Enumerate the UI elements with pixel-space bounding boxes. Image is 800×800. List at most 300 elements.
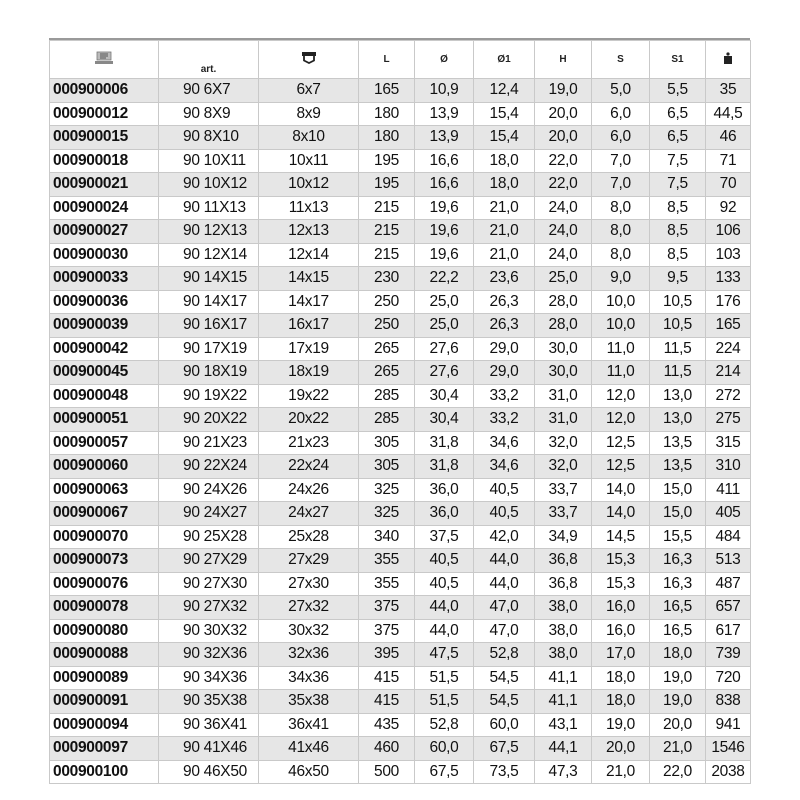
cell-H: 36,8 [535, 572, 592, 596]
cell-d: 25,0 [415, 314, 474, 338]
cell-code: 000900051 [50, 408, 159, 432]
table-row [50, 666, 751, 690]
cell-S1: 13,5 [650, 431, 706, 455]
cell-d: 16,6 [415, 149, 474, 173]
table-row [50, 690, 751, 714]
cell-d: 19,6 [415, 196, 474, 220]
cell-S1: 7,5 [650, 173, 706, 197]
cell-code: 000900091 [50, 690, 159, 714]
header-L-label: L [383, 54, 390, 65]
cell-d1: 23,6 [474, 267, 535, 291]
cell-S: 10,0 [592, 290, 650, 314]
cell-S: 16,0 [592, 596, 650, 620]
table-row [50, 596, 751, 620]
cell-art: 90 46X50 [159, 760, 259, 784]
cell-d: 13,9 [415, 102, 474, 126]
cell-H: 20,0 [535, 102, 592, 126]
cell-art: 90 24X27 [159, 502, 259, 526]
cell-L: 265 [359, 337, 415, 361]
cell-d: 37,5 [415, 525, 474, 549]
cell-S1: 10,5 [650, 314, 706, 338]
cell-art: 90 10X11 [159, 149, 259, 173]
table-row [50, 502, 751, 526]
cell-H: 43,1 [535, 713, 592, 737]
header-d1-label: Ø1 [497, 54, 511, 65]
cell-d: 52,8 [415, 713, 474, 737]
cell-S1: 13,0 [650, 384, 706, 408]
cell-weight: 106 [706, 220, 751, 244]
cell-S: 21,0 [592, 760, 650, 784]
cell-d: 51,5 [415, 690, 474, 714]
cell-art: 90 36X41 [159, 713, 259, 737]
table-row [50, 643, 751, 667]
cell-S1: 21,0 [650, 737, 706, 761]
cell-size: 34x36 [259, 666, 359, 690]
cell-L: 250 [359, 314, 415, 338]
cell-S: 6,0 [592, 102, 650, 126]
table-row [50, 149, 751, 173]
cell-S: 11,0 [592, 361, 650, 385]
cell-code: 000900073 [50, 549, 159, 573]
cell-size: 30x32 [259, 619, 359, 643]
cell-code: 000900021 [50, 173, 159, 197]
cell-d1: 33,2 [474, 408, 535, 432]
cell-S: 8,0 [592, 196, 650, 220]
header-size [259, 41, 359, 79]
cell-H: 28,0 [535, 314, 592, 338]
header-art [159, 41, 259, 79]
cell-art: 90 11X13 [159, 196, 259, 220]
cell-size: 8x9 [259, 102, 359, 126]
cell-d1: 60,0 [474, 713, 535, 737]
cell-S1: 11,5 [650, 361, 706, 385]
cell-art: 90 19X22 [159, 384, 259, 408]
cell-art: 90 16X17 [159, 314, 259, 338]
cell-weight: 2038 [706, 760, 751, 784]
cell-size: 18x19 [259, 361, 359, 385]
cell-weight: 315 [706, 431, 751, 455]
cell-d: 60,0 [415, 737, 474, 761]
header-L [359, 41, 415, 79]
cell-weight: 1546 [706, 737, 751, 761]
cell-S1: 7,5 [650, 149, 706, 173]
cell-d: 16,6 [415, 173, 474, 197]
cell-weight: 165 [706, 314, 751, 338]
cell-weight: 838 [706, 690, 751, 714]
cell-S1: 15,0 [650, 478, 706, 502]
cell-L: 500 [359, 760, 415, 784]
cell-size: 19x22 [259, 384, 359, 408]
cell-d: 30,4 [415, 408, 474, 432]
cell-code: 000900036 [50, 290, 159, 314]
cell-S: 12,0 [592, 408, 650, 432]
cell-S: 12,5 [592, 431, 650, 455]
cell-weight: 941 [706, 713, 751, 737]
cell-weight: 133 [706, 267, 751, 291]
cell-art: 90 41X46 [159, 737, 259, 761]
cell-S1: 5,5 [650, 79, 706, 103]
cell-H: 34,9 [535, 525, 592, 549]
cell-S1: 15,5 [650, 525, 706, 549]
cell-L: 325 [359, 478, 415, 502]
cell-H: 38,0 [535, 619, 592, 643]
cell-S: 14,0 [592, 502, 650, 526]
table-row [50, 220, 751, 244]
table-row [50, 102, 751, 126]
cell-d: 10,9 [415, 79, 474, 103]
cell-size: 12x13 [259, 220, 359, 244]
cell-size: 10x12 [259, 173, 359, 197]
cell-d: 40,5 [415, 549, 474, 573]
cell-code: 000900030 [50, 243, 159, 267]
header-art-label: art. [200, 64, 217, 75]
cell-H: 24,0 [535, 243, 592, 267]
header-code [50, 41, 159, 79]
cell-L: 265 [359, 361, 415, 385]
cell-d1: 47,0 [474, 596, 535, 620]
cell-code: 000900057 [50, 431, 159, 455]
cell-art: 90 6X7 [159, 79, 259, 103]
cell-d1: 26,3 [474, 314, 535, 338]
table-row [50, 549, 751, 573]
cell-d: 36,0 [415, 502, 474, 526]
cell-art: 90 35X38 [159, 690, 259, 714]
cell-L: 460 [359, 737, 415, 761]
header-row [50, 41, 751, 79]
cell-d: 25,0 [415, 290, 474, 314]
cell-code: 000900048 [50, 384, 159, 408]
cell-size: 14x17 [259, 290, 359, 314]
cell-L: 305 [359, 431, 415, 455]
cell-d: 27,6 [415, 337, 474, 361]
cell-art: 90 20X22 [159, 408, 259, 432]
cell-L: 395 [359, 643, 415, 667]
cell-L: 325 [359, 502, 415, 526]
cell-S1: 6,5 [650, 102, 706, 126]
cell-d1: 12,4 [474, 79, 535, 103]
cell-H: 47,3 [535, 760, 592, 784]
table-body [50, 79, 751, 784]
cell-size: 14x15 [259, 267, 359, 291]
cell-L: 215 [359, 243, 415, 267]
cell-art: 90 8X10 [159, 126, 259, 150]
cell-d1: 34,6 [474, 455, 535, 479]
cell-d: 31,8 [415, 431, 474, 455]
cell-H: 31,0 [535, 408, 592, 432]
cell-weight: 657 [706, 596, 751, 620]
cell-d1: 29,0 [474, 361, 535, 385]
cell-S: 16,0 [592, 619, 650, 643]
cell-S1: 16,5 [650, 619, 706, 643]
table-row [50, 314, 751, 338]
cell-L: 375 [359, 596, 415, 620]
spec-table [49, 40, 751, 784]
cell-code: 000900018 [50, 149, 159, 173]
cell-art: 90 25X28 [159, 525, 259, 549]
table-row [50, 572, 751, 596]
cell-weight: 405 [706, 502, 751, 526]
table-row [50, 79, 751, 103]
cell-art: 90 12X13 [159, 220, 259, 244]
cell-d: 40,5 [415, 572, 474, 596]
header-weight [706, 41, 751, 79]
table-row [50, 267, 751, 291]
cell-weight: 739 [706, 643, 751, 667]
cell-S1: 16,3 [650, 549, 706, 573]
cell-code: 000900094 [50, 713, 159, 737]
cell-size: 10x11 [259, 149, 359, 173]
cell-art: 90 22X24 [159, 455, 259, 479]
cell-code: 000900006 [50, 79, 159, 103]
cell-S: 14,0 [592, 478, 650, 502]
cell-S1: 9,5 [650, 267, 706, 291]
cell-code: 000900097 [50, 737, 159, 761]
cell-code: 000900045 [50, 361, 159, 385]
table-row [50, 455, 751, 479]
cell-S1: 19,0 [650, 690, 706, 714]
cell-size: 12x14 [259, 243, 359, 267]
cell-S1: 6,5 [650, 126, 706, 150]
cell-H: 31,0 [535, 384, 592, 408]
catalog-code-icon [95, 51, 113, 68]
cell-H: 38,0 [535, 596, 592, 620]
cell-weight: 720 [706, 666, 751, 690]
header-S [592, 41, 650, 79]
cell-H: 22,0 [535, 173, 592, 197]
cell-S: 7,0 [592, 149, 650, 173]
table-row [50, 478, 751, 502]
cell-S1: 15,0 [650, 502, 706, 526]
cell-art: 90 27X32 [159, 596, 259, 620]
cell-code: 000900012 [50, 102, 159, 126]
cell-weight: 92 [706, 196, 751, 220]
header-d [415, 41, 474, 79]
cell-size: 22x24 [259, 455, 359, 479]
cell-S1: 10,5 [650, 290, 706, 314]
cell-d1: 73,5 [474, 760, 535, 784]
cell-S: 15,3 [592, 572, 650, 596]
cell-S: 5,0 [592, 79, 650, 103]
table-row [50, 290, 751, 314]
cell-size: 6x7 [259, 79, 359, 103]
cell-d1: 18,0 [474, 173, 535, 197]
table-row [50, 431, 751, 455]
cell-code: 000900100 [50, 760, 159, 784]
cell-weight: 35 [706, 79, 751, 103]
cell-code: 000900070 [50, 525, 159, 549]
cell-size: 27x29 [259, 549, 359, 573]
cell-d: 51,5 [415, 666, 474, 690]
cell-art: 90 17X19 [159, 337, 259, 361]
spec-table-container [49, 38, 750, 780]
cell-size: 27x30 [259, 572, 359, 596]
cell-weight: 70 [706, 173, 751, 197]
cell-S: 11,0 [592, 337, 650, 361]
cell-d1: 21,0 [474, 243, 535, 267]
cell-S1: 11,5 [650, 337, 706, 361]
cell-d1: 29,0 [474, 337, 535, 361]
cell-L: 415 [359, 690, 415, 714]
cell-code: 000900024 [50, 196, 159, 220]
table-row [50, 337, 751, 361]
cell-L: 340 [359, 525, 415, 549]
cell-S1: 8,5 [650, 196, 706, 220]
cell-H: 22,0 [535, 149, 592, 173]
cell-art: 90 27X29 [159, 549, 259, 573]
cell-weight: 484 [706, 525, 751, 549]
cell-size: 25x28 [259, 525, 359, 549]
cell-S: 20,0 [592, 737, 650, 761]
cell-H: 20,0 [535, 126, 592, 150]
cell-L: 305 [359, 455, 415, 479]
cell-code: 000900089 [50, 666, 159, 690]
cell-S: 7,0 [592, 173, 650, 197]
table-row [50, 384, 751, 408]
header-H-label: H [559, 54, 567, 65]
table-row [50, 760, 751, 784]
table-row [50, 713, 751, 737]
cell-H: 36,8 [535, 549, 592, 573]
cell-weight: 224 [706, 337, 751, 361]
cell-code: 000900078 [50, 596, 159, 620]
header-S1 [650, 41, 706, 79]
cell-art: 90 24X26 [159, 478, 259, 502]
cell-weight: 411 [706, 478, 751, 502]
cell-d1: 47,0 [474, 619, 535, 643]
cell-L: 375 [359, 619, 415, 643]
header-H [535, 41, 592, 79]
cell-art: 90 21X23 [159, 431, 259, 455]
cell-code: 000900042 [50, 337, 159, 361]
cell-S: 10,0 [592, 314, 650, 338]
cell-size: 41x46 [259, 737, 359, 761]
cell-d: 44,0 [415, 619, 474, 643]
cell-S1: 8,5 [650, 220, 706, 244]
cell-L: 355 [359, 549, 415, 573]
table-row [50, 525, 751, 549]
table-row [50, 619, 751, 643]
cell-d: 19,6 [415, 220, 474, 244]
cell-code: 000900033 [50, 267, 159, 291]
header-d-label: Ø [440, 54, 448, 65]
cell-d1: 44,0 [474, 549, 535, 573]
cell-size: 20x22 [259, 408, 359, 432]
cell-d1: 15,4 [474, 126, 535, 150]
cell-art: 90 12X14 [159, 243, 259, 267]
cell-weight: 46 [706, 126, 751, 150]
cell-S: 18,0 [592, 666, 650, 690]
cell-weight: 71 [706, 149, 751, 173]
cell-L: 180 [359, 126, 415, 150]
cell-L: 195 [359, 149, 415, 173]
cell-art: 90 32X36 [159, 643, 259, 667]
cell-art: 90 30X32 [159, 619, 259, 643]
cell-size: 11x13 [259, 196, 359, 220]
cell-size: 16x17 [259, 314, 359, 338]
cell-size: 17x19 [259, 337, 359, 361]
cell-code: 000900063 [50, 478, 159, 502]
cell-S: 18,0 [592, 690, 650, 714]
cell-L: 165 [359, 79, 415, 103]
cell-size: 36x41 [259, 713, 359, 737]
cell-d: 19,6 [415, 243, 474, 267]
cell-size: 24x26 [259, 478, 359, 502]
cell-S1: 22,0 [650, 760, 706, 784]
cell-weight: 275 [706, 408, 751, 432]
cell-art: 90 27X30 [159, 572, 259, 596]
cell-S: 15,3 [592, 549, 650, 573]
cell-S: 12,5 [592, 455, 650, 479]
header-S-label: S [617, 54, 624, 65]
cell-H: 33,7 [535, 478, 592, 502]
cell-code: 000900088 [50, 643, 159, 667]
cell-S1: 8,5 [650, 243, 706, 267]
cell-H: 28,0 [535, 290, 592, 314]
cell-weight: 44,5 [706, 102, 751, 126]
cell-L: 215 [359, 220, 415, 244]
cell-code: 000900067 [50, 502, 159, 526]
cell-size: 27x32 [259, 596, 359, 620]
cell-H: 30,0 [535, 337, 592, 361]
cell-S: 8,0 [592, 243, 650, 267]
cell-S1: 16,3 [650, 572, 706, 596]
cell-size: 46x50 [259, 760, 359, 784]
cell-S: 17,0 [592, 643, 650, 667]
cell-S: 14,5 [592, 525, 650, 549]
table-row [50, 126, 751, 150]
cell-art: 90 8X9 [159, 102, 259, 126]
cell-d: 67,5 [415, 760, 474, 784]
cell-S1: 18,0 [650, 643, 706, 667]
cell-size: 32x36 [259, 643, 359, 667]
weight-icon [723, 52, 733, 68]
cell-d1: 54,5 [474, 666, 535, 690]
cell-S1: 13,5 [650, 455, 706, 479]
wrench-size-icon [302, 52, 316, 67]
cell-weight: 214 [706, 361, 751, 385]
cell-d: 44,0 [415, 596, 474, 620]
cell-code: 000900027 [50, 220, 159, 244]
cell-L: 215 [359, 196, 415, 220]
cell-art: 90 18X19 [159, 361, 259, 385]
cell-weight: 310 [706, 455, 751, 479]
table-row [50, 361, 751, 385]
table-header [50, 41, 751, 79]
cell-weight: 272 [706, 384, 751, 408]
cell-art: 90 14X15 [159, 267, 259, 291]
cell-d: 27,6 [415, 361, 474, 385]
cell-d1: 40,5 [474, 502, 535, 526]
cell-weight: 176 [706, 290, 751, 314]
cell-d1: 67,5 [474, 737, 535, 761]
cell-art: 90 10X12 [159, 173, 259, 197]
header-S1-label: S1 [671, 54, 684, 65]
cell-H: 32,0 [535, 455, 592, 479]
cell-L: 230 [359, 267, 415, 291]
cell-size: 24x27 [259, 502, 359, 526]
cell-code: 000900060 [50, 455, 159, 479]
cell-weight: 617 [706, 619, 751, 643]
cell-H: 32,0 [535, 431, 592, 455]
table-row [50, 173, 751, 197]
cell-H: 33,7 [535, 502, 592, 526]
cell-d1: 15,4 [474, 102, 535, 126]
cell-L: 180 [359, 102, 415, 126]
cell-code: 000900039 [50, 314, 159, 338]
header-d1 [474, 41, 535, 79]
table-row [50, 243, 751, 267]
cell-d1: 21,0 [474, 220, 535, 244]
